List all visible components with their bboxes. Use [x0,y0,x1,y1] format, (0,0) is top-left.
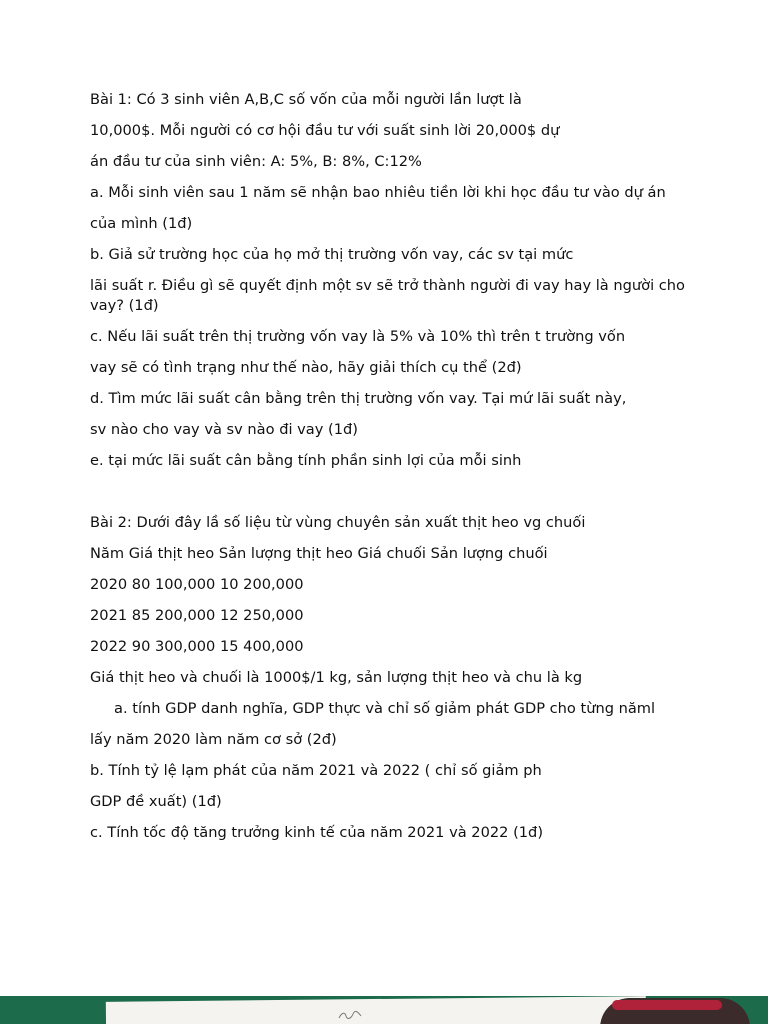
bai1-line: án đầu tư của sinh viên: A: 5%, B: 8%, C:12% [90,153,422,170]
bai1-question-c: c. Nếu lãi suất trên thị trường vốn vay là 5% và 10% thì trên t trường vốn [90,328,626,345]
document-content [90,90,690,854]
bai1-line: lãi suất r. Điều gì sẽ quyết định một sv sẽ trở thành người đi vay hay là người cho vay? (1đ) [90,277,685,314]
bai1-line: vay sẽ có tình trạng như thế nào, hãy giải thích cụ thể (2đ) [90,359,522,376]
bai1-title: Bài 1: Có 3 sinh viên A,B,C số vốn của mỗi người lần lượt là [90,91,522,108]
bai2-question-c: c. Tính tốc độ tăng trưởng kinh tế của năm 2021 và 2022 (1đ) [90,824,544,841]
bai2-table-row: 2021 85 200,000 12 250,000 [90,607,304,624]
paper-sheet [106,996,646,1024]
bai2-note: Giá thịt heo và chuối là 1000$/1 kg, sản lượng thịt heo và chu là kg [90,669,583,686]
bai1-line: sv nào cho vay và sv nào đi vay (1đ) [90,421,358,438]
bai2-table-row: 2022 90 300,000 15 400,000 [90,638,304,655]
bai1-question-a: a. Mỗi sinh viên sau 1 năm sẽ nhận bao nhiêu tiền lời khi học đầu tư vào dự án [90,184,666,201]
section-spacer [90,482,690,513]
bai2-question-b: b. Tính tỷ lệ lạm phát của năm 2021 và 2022 ( chỉ số giảm ph [90,762,542,779]
bag-strap [612,1000,722,1010]
photo-strip [0,996,768,1024]
bai2-question-a: a. tính GDP danh nghĩa, GDP thực và chỉ số giảm phát GDP cho từng năml [114,700,656,717]
handwriting-scribble [338,1010,362,1020]
bai2-title: Bài 2: Dưới đây lầ số liệu từ vùng chuyên sản xuất thịt heo vg chuối [90,514,586,531]
bai1-line: của mình (1đ) [90,215,193,232]
bai2-table-row: 2020 80 100,000 10 200,000 [90,576,304,593]
bai1-question-d: d. Tìm mức lãi suất cân bằng trên thị trường vốn vay. Tại mứ lãi suất này, [90,390,627,407]
bai1-question-b: b. Giả sử trường học của họ mở thị trường vốn vay, các sv tại mức [90,246,574,263]
bai1-question-e: e. tại mức lãi suất cân bằng tính phần sinh lợi của mỗi sinh [90,452,522,469]
bai2-line: lấy năm 2020 làm năm cơ sở (2đ) [90,731,337,748]
bai2-line: GDP đề xuất) (1đ) [90,793,222,810]
bai1-line: 10,000$. Mỗi người có cơ hội đầu tư với suất sinh lời 20,000$ dự [90,122,560,139]
bai2-table-header: Năm Giá thịt heo Sản lượng thịt heo Giá chuối Sản lượng chuối [90,545,548,562]
